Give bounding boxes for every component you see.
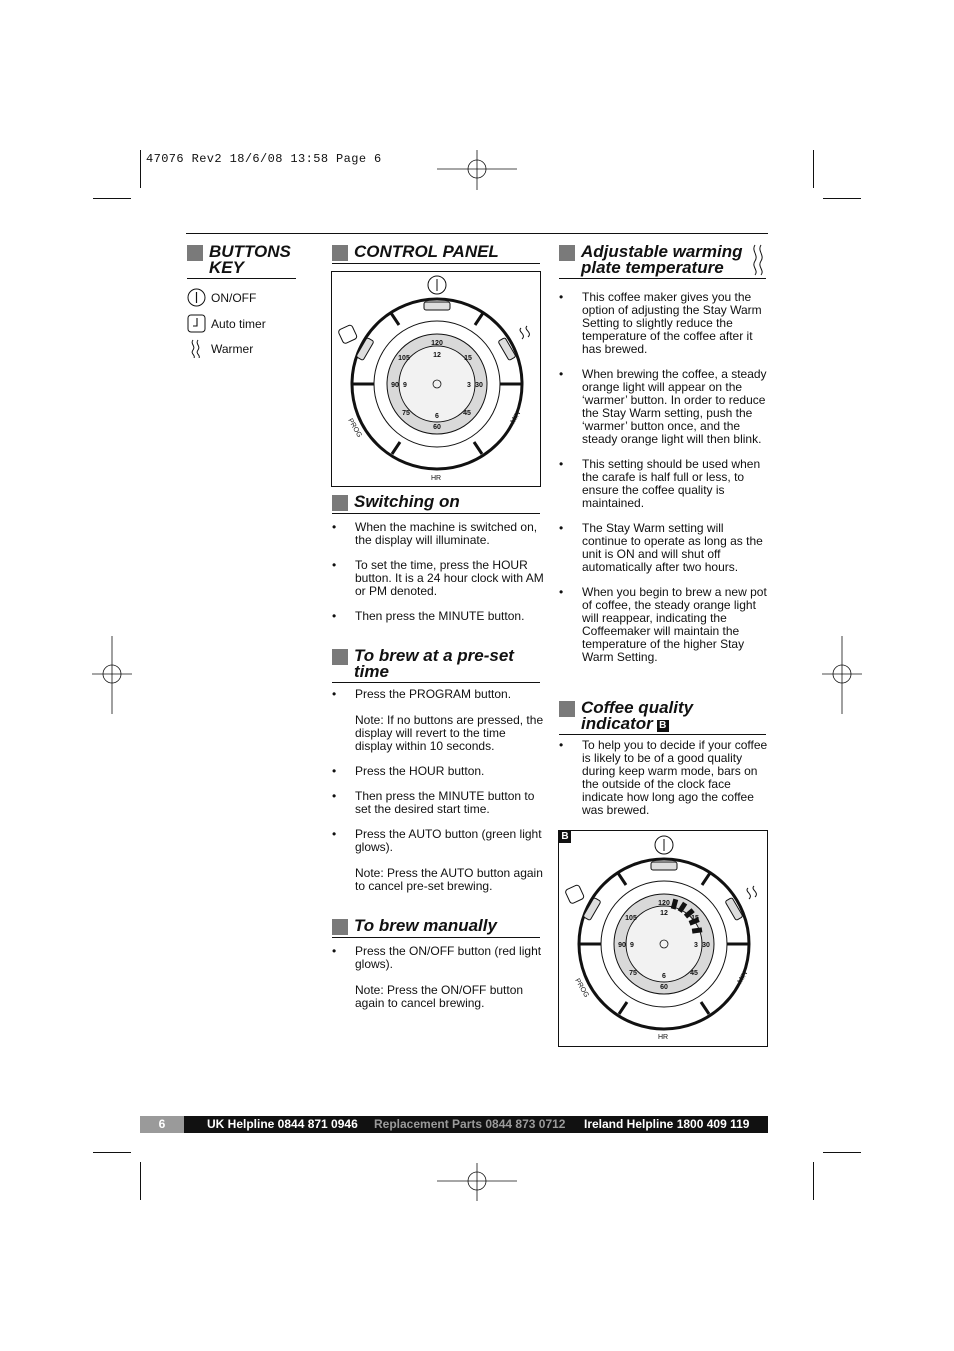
clock-icon	[187, 314, 206, 333]
heading-line: BUTTONS	[209, 242, 291, 261]
list-item-text: Press the ON/OFF button (red light glows).	[355, 944, 542, 971]
dial-label: 90	[618, 942, 626, 949]
list-item: • When brewing the coffee, a steady orange light will appear on the ‘warmer’ button. In order to reduce the Stay Warm setting, push the ‘warmer’ button once, and the steady orange light will then blink.	[559, 368, 769, 446]
heading-line: time	[354, 662, 389, 681]
steam-icon	[747, 888, 750, 899]
heading-line: plate temperature	[581, 258, 724, 277]
clock-icon	[565, 884, 585, 904]
quality-heading	[559, 700, 766, 735]
steam-icon	[750, 244, 766, 276]
list-item: • Then press the MINUTE button.	[332, 610, 544, 623]
preset-heading	[332, 648, 540, 683]
steam-icon	[520, 328, 523, 339]
list-item	[332, 945, 544, 1010]
list-item: • To help you to decide if your coffee is likely to be of a good quality during keep warm mode, bars on the outside of the clock face indicate how long ago the coffee was brewed.	[559, 739, 769, 817]
control-panel-dial	[332, 272, 540, 486]
preset-list	[332, 688, 544, 905]
list-item-text: Press the HOUR button.	[355, 764, 485, 778]
heading-marker	[559, 245, 575, 261]
dial-label: HR	[658, 1034, 669, 1041]
dial-label: 9	[403, 382, 407, 389]
crop-mark	[93, 198, 131, 199]
dial-label: 120	[431, 340, 443, 347]
dial-label: 12	[433, 352, 441, 359]
heading-text: CONTROL PANEL	[354, 242, 499, 261]
dial-label: 75	[629, 970, 637, 977]
switching-on-list	[332, 521, 544, 635]
heading-line: KEY	[209, 258, 244, 277]
heading-line: Adjustable warming	[581, 242, 743, 261]
heading-marker	[332, 649, 348, 665]
key-item-onoff	[187, 288, 256, 307]
manual-list	[332, 945, 544, 1022]
heading-marker	[332, 495, 348, 511]
dial-label: 105	[398, 355, 410, 362]
figure-badge: B	[657, 720, 669, 732]
list-item	[332, 828, 544, 893]
crop-mark	[813, 150, 814, 188]
figure-badge: B	[559, 831, 571, 843]
dial-label: PROG	[573, 977, 590, 999]
crop-mark	[823, 1152, 861, 1153]
dial-label: 45	[690, 970, 698, 977]
heading-marker	[559, 701, 575, 717]
heading-marker	[332, 919, 348, 935]
buttons-key-heading	[187, 244, 296, 279]
top-rule	[186, 233, 768, 234]
list-item	[332, 688, 544, 753]
heading-text: Switching on	[354, 492, 460, 511]
registration-mark	[92, 636, 132, 714]
registration-mark	[437, 150, 517, 190]
crop-mark	[93, 1152, 131, 1153]
heading-line: indicator	[581, 714, 653, 733]
list-item	[332, 765, 544, 778]
dial-label: 60	[660, 984, 668, 991]
page-number: 6	[140, 1116, 184, 1133]
quality-indicator-figure	[558, 830, 768, 1047]
dial-label: 12	[660, 910, 668, 917]
list-item: • This coffee maker gives you the option of adjusting the Stay Warm Setting to slightly reduce the temperature of the coffee after it has brewed.	[559, 291, 769, 356]
crop-mark	[813, 1162, 814, 1200]
dial-label: 3	[694, 942, 698, 949]
control-panel-heading	[332, 244, 540, 264]
warming-heading	[559, 244, 766, 279]
heading-line: To brew at a pre-set	[354, 646, 514, 665]
list-item-text: Press the PROGRAM button.	[355, 687, 512, 701]
list-item-note: Note: Press the ON/OFF button again to cancel brewing.	[355, 983, 524, 1010]
dial-label: 90	[391, 382, 399, 389]
key-item-warmer	[187, 339, 253, 358]
heading-marker	[187, 245, 203, 261]
list-item	[332, 790, 544, 816]
control-panel-figure	[331, 271, 541, 487]
key-item-auto-timer	[187, 314, 266, 333]
dial-label: 60	[433, 424, 441, 431]
footer-bar	[140, 1116, 768, 1133]
crop-mark	[140, 1162, 141, 1200]
registration-mark	[437, 1163, 517, 1201]
dial-label: 9	[630, 942, 634, 949]
list-item: • When you begin to brew a new pot of coffee, the steady orange light will reappear, indicating the Coffeemaker will maintain the temperature of the higher Stay Warm Setting.	[559, 586, 769, 664]
dial-label: PROG	[346, 417, 363, 439]
ireland-helpline: Ireland Helpline 1800 409 119	[584, 1117, 750, 1131]
dial-label: 75	[402, 410, 410, 417]
key-label: Auto timer	[211, 316, 266, 331]
crop-mark	[823, 198, 861, 199]
list-item-note: Note: If no buttons are pressed, the display will revert to the time display within 10 seconds.	[355, 713, 544, 753]
list-item: • The Stay Warm setting will continue to operate as long as the unit is ON and will shut off automatically after two hours.	[559, 522, 769, 574]
dial-label: 120	[658, 900, 670, 907]
uk-helpline: UK Helpline 0844 871 0946	[207, 1117, 358, 1131]
dial-label: 6	[435, 413, 439, 420]
list-item-note: Note: Press the AUTO button again to cancel pre-set brewing.	[355, 866, 543, 893]
dial-label: 30	[702, 942, 710, 949]
key-label: Warmer	[211, 341, 254, 356]
parts-helpline: Replacement Parts 0844 873 0712	[374, 1117, 566, 1131]
quality-dial	[559, 831, 767, 1046]
manual-heading	[332, 918, 540, 938]
list-item-text: Press the AUTO button (green light glows).	[355, 827, 542, 854]
print-header: 47076 Rev2 18/6/08 13:58 Page 6	[146, 152, 382, 166]
list-item: • To set the time, press the HOUR button. It is a 24 hour clock with AM or PM denoted.	[332, 559, 544, 598]
switching-on-heading	[332, 494, 540, 514]
list-item: • When the machine is switched on, the display will illuminate.	[332, 521, 544, 547]
heading-marker	[332, 245, 348, 261]
dial-label: MIN	[736, 970, 750, 985]
key-label: ON/OFF	[211, 290, 257, 305]
heading-line: Coffee quality	[581, 698, 694, 717]
dial-label: MIN	[509, 410, 523, 425]
crop-mark	[140, 150, 141, 188]
dial-label: 105	[625, 915, 637, 922]
dial-label: 15	[464, 355, 472, 362]
list-item-text: Then press the MINUTE button to set the desired start time.	[355, 789, 535, 816]
registration-mark	[822, 636, 862, 714]
warming-list	[559, 291, 769, 676]
dial-label: HR	[431, 475, 442, 482]
dial-label: 30	[475, 382, 483, 389]
list-item: • This setting should be used when the carafe is half full or less, to ensure the coffee quality is maintained.	[559, 458, 769, 510]
onoff-button-light	[424, 302, 450, 310]
dial-label: 3	[467, 382, 471, 389]
heading-text: To brew manually	[354, 916, 497, 935]
steam-icon	[187, 339, 206, 358]
power-icon	[187, 288, 206, 307]
quality-list	[559, 739, 769, 829]
dial-label: 15	[691, 915, 699, 922]
clock-icon	[338, 324, 358, 344]
dial-label: 6	[662, 973, 666, 980]
dial-label: 45	[463, 410, 471, 417]
